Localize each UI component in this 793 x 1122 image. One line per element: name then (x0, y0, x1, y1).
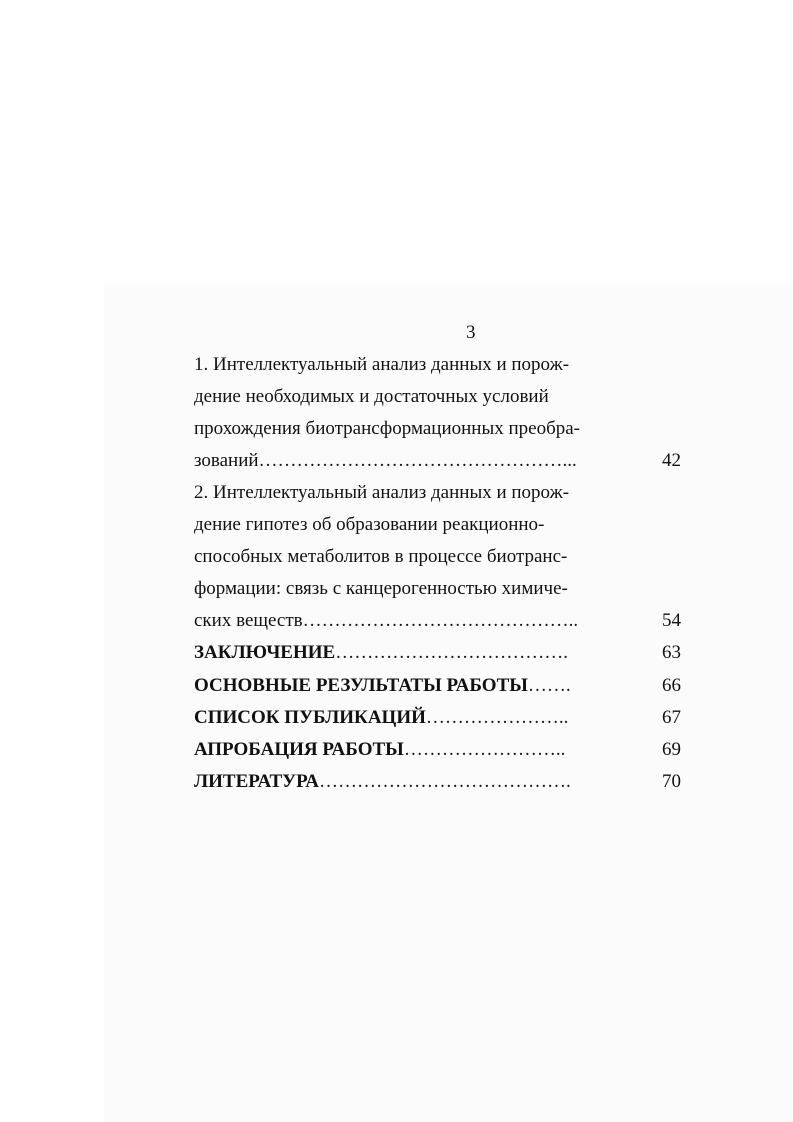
page-number: 3 (466, 322, 476, 343)
toc-entry-2-line-4: формации: связь с канцерогенностью химиче- (194, 578, 568, 599)
toc-entry-conclusion-page: 63 (662, 642, 681, 663)
toc-entry-1-line-1: 1. Интеллектуальный анализ данных и порож- (194, 354, 570, 375)
toc-entry-literature-title: ЛИТЕРАТУРА (194, 771, 320, 792)
toc-entry-2-line-2: дение гипотез об образовании реакционно- (194, 514, 545, 535)
toc-entry-main-results-page: 66 (662, 675, 681, 696)
toc-entry-conclusion (194, 642, 568, 664)
toc-entry-literature-page: 70 (662, 771, 681, 792)
toc-entry-1-line-2: дение необходимых и достаточных условий (194, 386, 549, 407)
toc-entry-approbation-title: АПРОБАЦИЯ РАБОТЫ (194, 739, 404, 760)
toc-entry-main-results (194, 675, 571, 697)
toc-entry-1-page: 42 (662, 450, 681, 471)
toc-entry-main-results-title: ОСНОВНЫЕ РЕЗУЛЬТАТЫ РАБОТЫ (194, 675, 528, 696)
scanned-page-background (104, 283, 793, 1122)
toc-entry-conclusion-title: ЗАКЛЮЧЕНИЕ (194, 642, 336, 663)
toc-entry-2-line-1: 2. Интеллектуальный анализ данных и порож- (194, 482, 570, 503)
toc-entry-publications-page: 67 (662, 707, 681, 728)
toc-entry-1-line-4: зований…………………………………………... (194, 450, 577, 471)
toc-entry-approbation (194, 739, 565, 761)
toc-entry-conclusion-leader: ………………………………. (335, 642, 568, 663)
toc-entry-publications (194, 707, 568, 729)
toc-entry-approbation-leader: …………………….. (403, 739, 566, 760)
toc-entry-publications-title: СПИСОК ПУБЛИКАЦИЙ (194, 707, 426, 728)
toc-entry-literature (194, 771, 571, 793)
toc-entry-2-line-3: способных метаболитов в процессе биотранс- (194, 546, 568, 567)
toc-entry-approbation-page: 69 (662, 739, 681, 760)
toc-entry-1-line-3: прохождения биотрансформационных преобра- (194, 418, 581, 439)
toc-entry-publications-leader: ………………….. (425, 707, 569, 728)
toc-entry-2-line-5: ских веществ…………………………………….. (194, 610, 579, 631)
toc-entry-literature-leader: …………………………………. (319, 771, 571, 792)
toc-entry-main-results-leader: ……. (527, 675, 571, 696)
toc-entry-2-page: 54 (662, 610, 681, 631)
